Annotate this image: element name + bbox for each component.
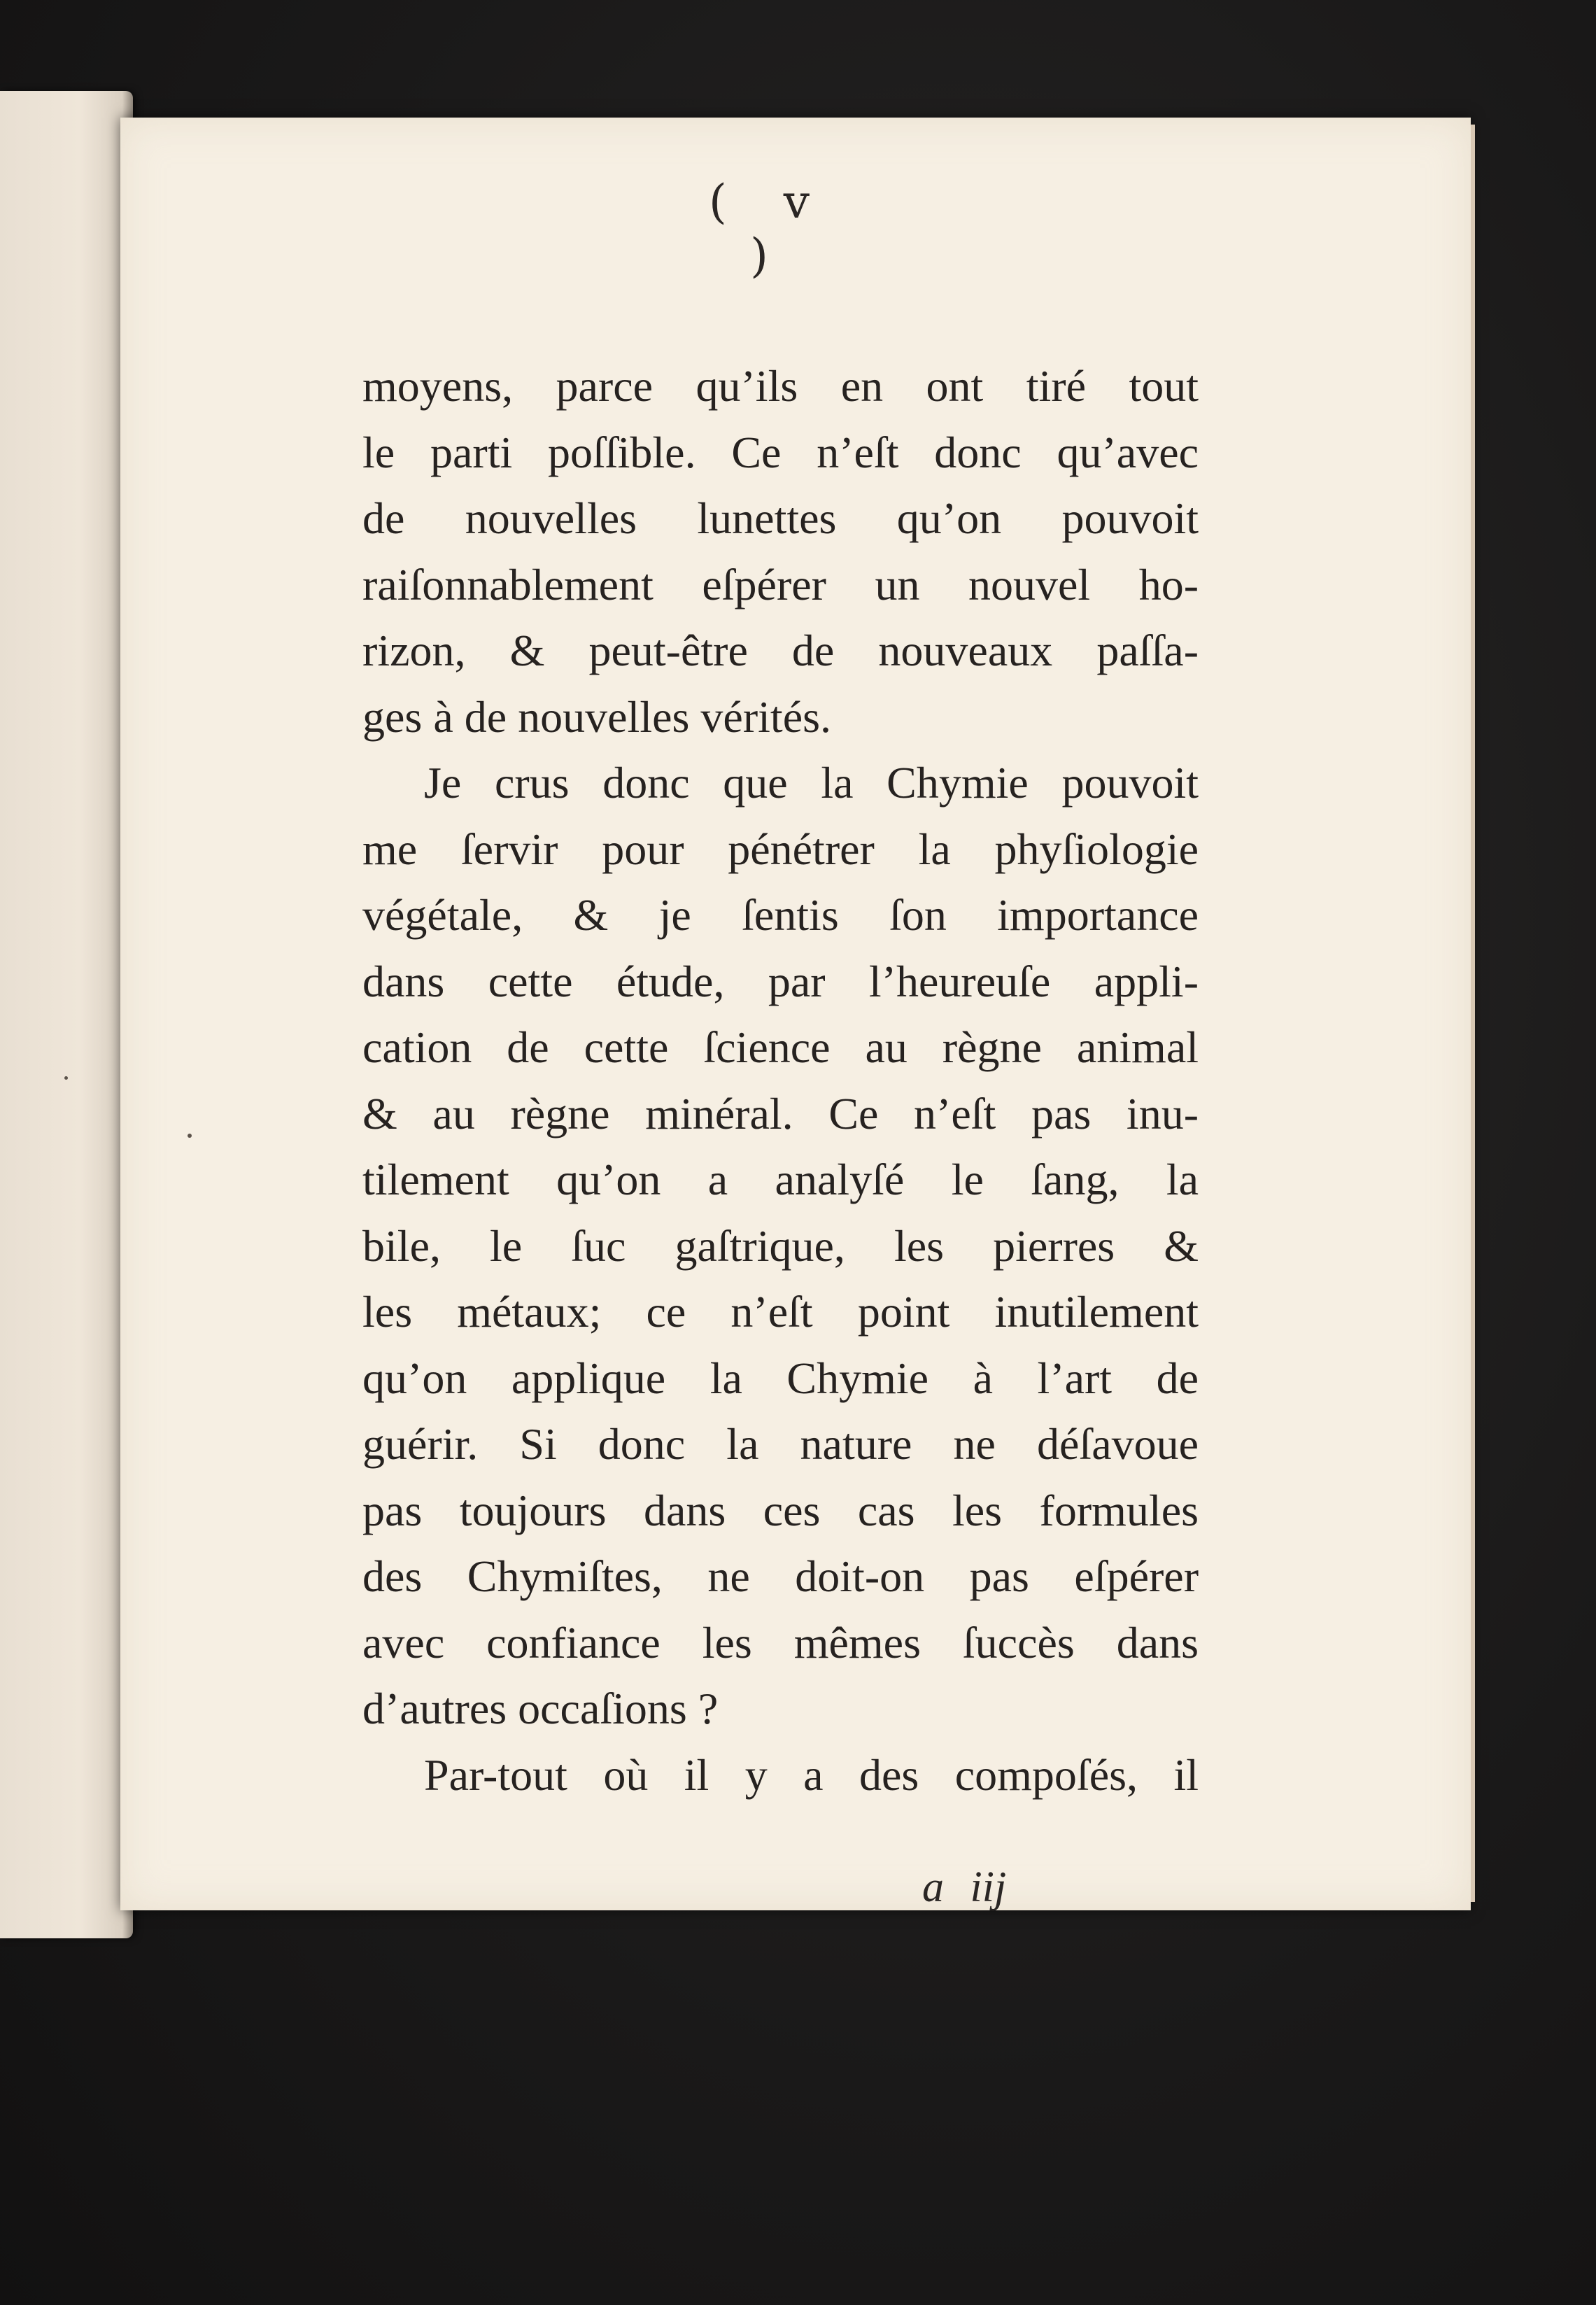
text-line: bile, le ſuc gaſtrique, les pierres &: [362, 1220, 1199, 1271]
signature-mark: a iij: [922, 1863, 1007, 1911]
text-line: & au règne minéral. Ce n’eſt pas inu-: [362, 1088, 1199, 1139]
text-line: avec confiance les mêmes ſuccès dans: [362, 1617, 1199, 1668]
text-line: végétale, & je ſentis ſon importance: [362, 890, 1199, 940]
text-line: qu’on applique la Chymie à l’art de: [362, 1353, 1199, 1403]
paper-speck: [188, 1134, 192, 1138]
text-line: moyens, parce qu’ils en ont tiré tout: [362, 361, 1199, 411]
text-line: le parti poſſible. Ce n’eſt donc qu’avec: [362, 427, 1199, 477]
page-edge: [1471, 125, 1475, 1902]
body-text: [362, 353, 1199, 1808]
text-line: de nouvelles lunettes qu’on pouvoit: [362, 493, 1199, 543]
facing-page-edge: [0, 91, 133, 1938]
paper-speck: [64, 1076, 68, 1080]
text-line: pas toujours dans ces cas les formules: [362, 1485, 1199, 1535]
text-line: guérir. Si donc la nature ne déſavoue: [362, 1419, 1199, 1469]
text-line: Je crus donc que la Chymie pouvoit: [424, 758, 1199, 808]
text-line: dans cette étude, par l’heureuſe appli-: [362, 956, 1199, 1006]
text-line: rizon, & peut-être de nouveaux paſſa-: [362, 626, 1199, 675]
text-line: me ſervir pour pénétrer la phyſiologie: [362, 824, 1199, 874]
page-number-header: ( v ): [708, 175, 831, 283]
text-line: ges à de nouvelles vérités.: [362, 691, 831, 742]
text-line: des Chymiſtes, ne doit-on pas eſpérer: [362, 1551, 1199, 1601]
text-line: les métaux; ce n’eſt point inutilement: [362, 1287, 1199, 1337]
text-line: raiſonnablement eſpérer un nouvel ho-: [362, 559, 1199, 609]
text-line: cation de cette ſcience au règne animal: [362, 1022, 1199, 1072]
text-line: d’autres occaſions ?: [362, 1684, 719, 1733]
text-line: tilement qu’on a analyſé le ſang, la: [362, 1155, 1199, 1204]
text-line: Par-tout où il y a des compoſés, il: [424, 1749, 1199, 1800]
